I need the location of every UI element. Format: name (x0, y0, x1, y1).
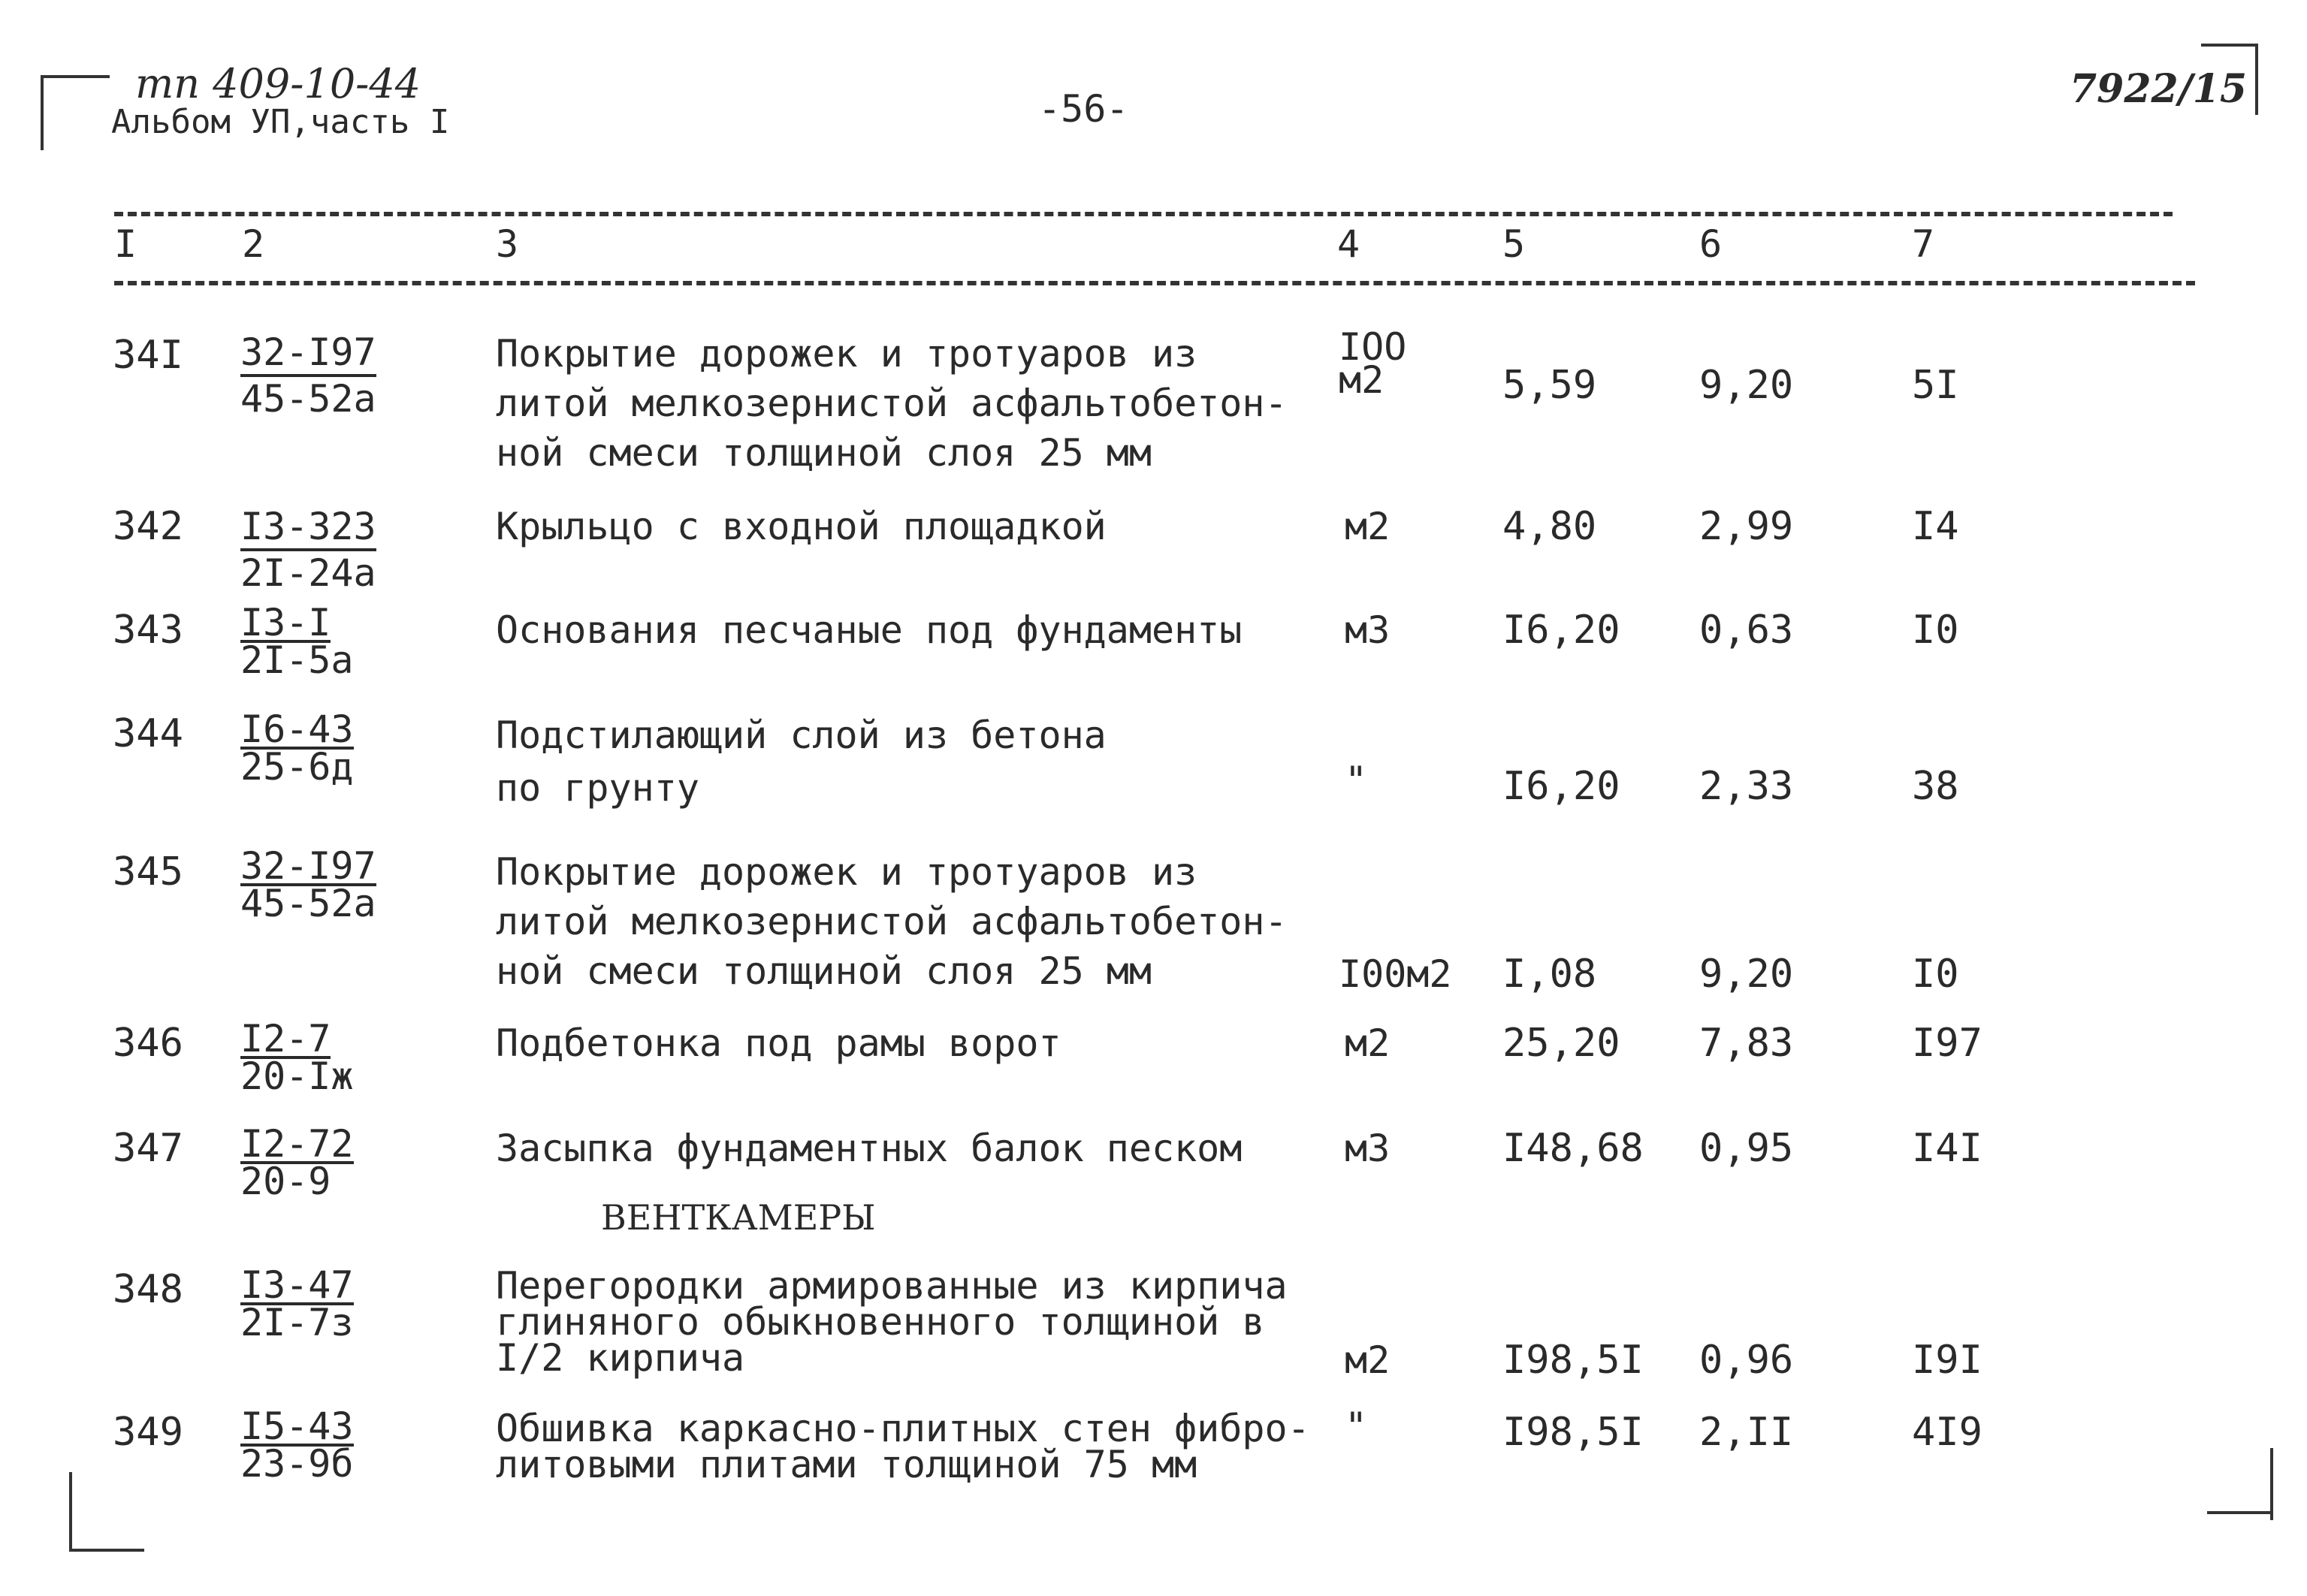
col-7-value: I0 (1912, 952, 1959, 997)
unit-line: IOO (1339, 325, 1407, 369)
norm-code-top: 32-I97 (240, 844, 376, 888)
work-description (496, 1018, 1061, 1068)
description-line: Засыпка фундаментных балок песком (496, 1127, 1243, 1170)
norm-code (240, 1404, 406, 1486)
norm-code-bottom: 2I-5а (240, 638, 354, 682)
norm-code (240, 844, 406, 925)
row-number: 346 (113, 1021, 183, 1066)
unit-line: м3 (1345, 1127, 1391, 1170)
work-description (496, 605, 1242, 655)
unit (1339, 325, 1407, 402)
work-description (496, 847, 1288, 996)
frame-corner-bottom-right-v (2270, 1448, 2273, 1520)
norm-code-top: 32-I97 (240, 330, 376, 377)
col-5-value: 5,59 (1502, 363, 1597, 408)
row-number: 34I (113, 333, 183, 378)
row-number: 343 (113, 608, 183, 653)
norm-code (240, 505, 406, 595)
unit (1345, 605, 1390, 655)
norm-code-bottom: 45-52а (240, 882, 376, 925)
description-line: Перегородки армированные из кирпича (496, 1264, 1288, 1308)
work-description (496, 1407, 1310, 1486)
col-5-value: 4,80 (1502, 504, 1597, 549)
norm-code-bottom: 20-Iж (240, 1054, 354, 1098)
unit-line: " (1345, 759, 1368, 802)
norm-code-bottom: 23-9б (240, 1442, 354, 1486)
description-line: Подбетонка под рамы ворот (496, 1021, 1061, 1065)
col-header-1: I (114, 222, 137, 266)
col-5-value: I6,20 (1502, 764, 1620, 809)
col-7-value: I0 (1912, 608, 1959, 653)
unit-line: " (1345, 1404, 1368, 1448)
frame-corner-top-right-h (2201, 44, 2258, 47)
col-5-value: I6,20 (1502, 608, 1620, 653)
norm-code (240, 601, 406, 682)
unit-line: м2 (1345, 1021, 1391, 1065)
col-header-2: 2 (242, 222, 265, 266)
col-6-value: 0,96 (1699, 1338, 1794, 1383)
unit-line: I00м2 (1339, 952, 1452, 996)
sheet-number: 7922/15 (2070, 66, 2248, 112)
description-line: глиняного обыкновенного толщиной в (496, 1300, 1265, 1344)
col-header-4: 4 (1337, 222, 1360, 266)
norm-code-bottom: 2I-24а (240, 551, 376, 595)
col-5-value: I98,5I (1502, 1338, 1644, 1383)
header-rule-bottom (114, 281, 2195, 285)
col-6-value: 9,20 (1699, 952, 1794, 997)
description-line: литой мелкозернистой асфальтобетон- (496, 382, 1288, 425)
description-line: Крыльцо с входной площадкой (496, 505, 1107, 548)
description-line: ной смеси толщиной слоя 25 мм (496, 949, 1152, 993)
description-line: Покрытие дорожек и тротуаров из (496, 332, 1197, 376)
col-7-value: 5I (1912, 363, 1959, 408)
norm-code-bottom: 25-6д (240, 745, 354, 789)
norm-code-bottom: 45-52а (240, 377, 376, 421)
album-label: Альбом УП,часть I (111, 103, 450, 141)
row-number: 344 (113, 711, 183, 756)
description-line: по грунту (496, 766, 699, 810)
col-5-value: I,08 (1502, 952, 1597, 997)
col-7-value: I4 (1912, 504, 1959, 549)
norm-code-top: I3-I (240, 601, 331, 644)
row-number: 345 (113, 849, 183, 895)
unit-line: м2 (1345, 1338, 1391, 1382)
unit-line: м2 (1339, 358, 1385, 402)
row-number: 347 (113, 1126, 183, 1171)
col-header-3: 3 (496, 222, 519, 266)
col-6-value: 2,II (1699, 1410, 1794, 1455)
unit (1345, 502, 1390, 551)
col-7-value: I9I (1912, 1338, 1982, 1383)
unit (1345, 1124, 1390, 1173)
doc-code: тп 409-10-44 (135, 60, 421, 107)
row-number: 349 (113, 1410, 183, 1455)
frame-corner-bottom-left-v (69, 1472, 72, 1552)
norm-code-top: I2-72 (240, 1122, 354, 1166)
row-number: 342 (113, 504, 183, 549)
work-description (496, 502, 1107, 551)
frame-corner-top-left-h (41, 75, 110, 78)
work-description (496, 1124, 1242, 1173)
col-header-7: 7 (1912, 222, 1935, 266)
col-5-value: 25,20 (1502, 1021, 1620, 1066)
unit (1345, 1401, 1367, 1451)
norm-code-top: I3-47 (240, 1263, 354, 1307)
col-5-value: I98,5I (1502, 1410, 1644, 1455)
unit (1339, 949, 1452, 999)
frame-corner-top-right-v (2255, 44, 2258, 115)
col-header-6: 6 (1699, 222, 1723, 266)
norm-code (240, 330, 406, 421)
norm-code (240, 1122, 406, 1203)
col-7-value: 38 (1912, 764, 1959, 809)
work-description (496, 1264, 1288, 1380)
col-6-value: 0,63 (1699, 608, 1794, 653)
norm-code (240, 1017, 406, 1098)
header-rule-top (114, 212, 2173, 216)
norm-code-bottom: 2I-7з (240, 1301, 354, 1344)
col-7-value: 4I9 (1912, 1410, 1982, 1455)
unit-line: м3 (1345, 608, 1391, 652)
work-description (496, 329, 1288, 478)
norm-code (240, 707, 406, 789)
unit (1345, 756, 1367, 805)
frame-corner-top-left-v (41, 75, 44, 150)
description-line: I/2 кирпича (496, 1336, 745, 1380)
norm-code-top: I2-7 (240, 1017, 331, 1060)
work-description (496, 709, 1107, 814)
description-line: литой мелкозернистой асфальтобетон- (496, 900, 1288, 943)
unit (1345, 1335, 1390, 1385)
col-header-5: 5 (1502, 222, 1526, 266)
description-line: Покрытие дорожек и тротуаров из (496, 850, 1197, 894)
norm-code (240, 1263, 406, 1344)
norm-code-top: I3-323 (240, 505, 376, 551)
col-7-value: I4I (1912, 1126, 1982, 1171)
col-6-value: 2,99 (1699, 504, 1794, 549)
col-7-value: I97 (1912, 1021, 1982, 1066)
description-line: литовыми плитами толщиной 75 мм (496, 1443, 1197, 1486)
unit-line: м2 (1345, 505, 1391, 548)
col-6-value: 7,83 (1699, 1021, 1794, 1066)
col-5-value: I48,68 (1502, 1126, 1644, 1171)
row-number: 348 (113, 1267, 183, 1312)
section-title: ВЕНТКАМЕРЫ (601, 1197, 876, 1238)
description-line: Подстилающий слой из бетона (496, 714, 1107, 757)
description-line: Обшивка каркасно-плитных стен фибро- (496, 1407, 1310, 1450)
frame-corner-bottom-left-h (69, 1549, 144, 1552)
description-line: Основания песчаные под фундаменты (496, 608, 1243, 652)
unit (1345, 1018, 1390, 1068)
col-6-value: 2,33 (1699, 764, 1794, 809)
norm-code-bottom: 20-9 (240, 1160, 331, 1203)
norm-code-top: I5-43 (240, 1404, 354, 1448)
frame-corner-bottom-right-h (2207, 1511, 2272, 1514)
page-number: -56- (1038, 87, 1129, 131)
col-6-value: 9,20 (1699, 363, 1794, 408)
description-line: ной смеси толщиной слоя 25 мм (496, 431, 1152, 475)
norm-code-top: I6-43 (240, 707, 354, 751)
col-6-value: 0,95 (1699, 1126, 1794, 1171)
